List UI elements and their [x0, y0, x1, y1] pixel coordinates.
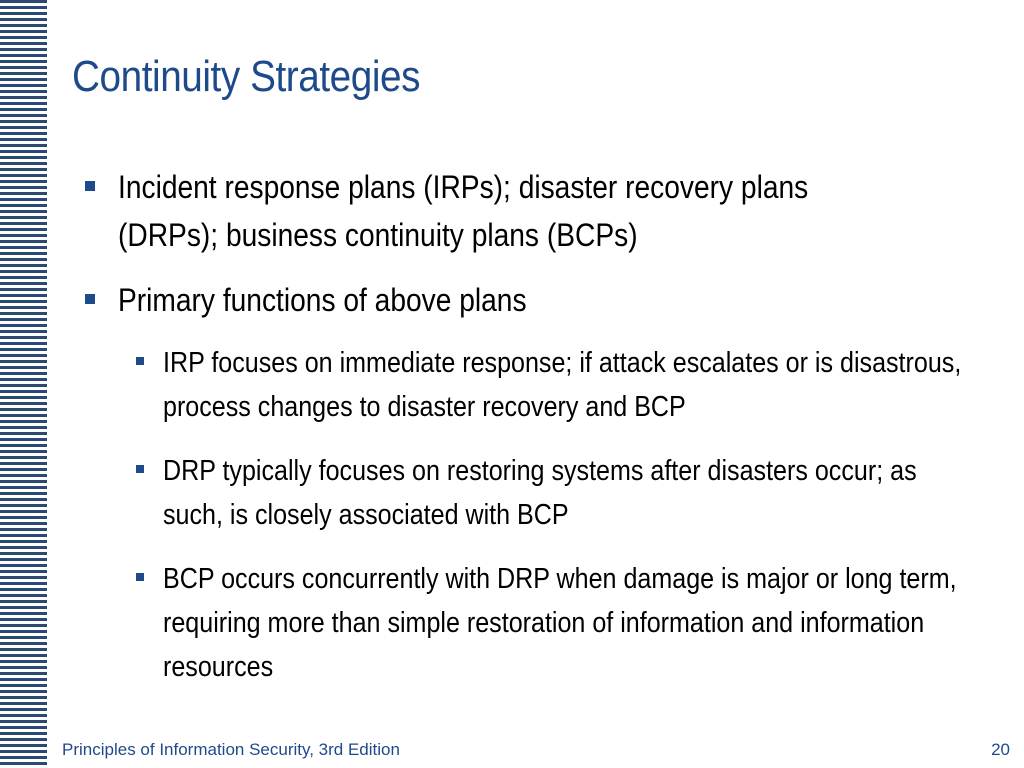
sub-bullet-item	[80, 341, 1000, 429]
sub-bullet-text: BCP occurs concurrently with DRP when damage is major or long term, requiring more than simple restoration of information and information resources	[163, 563, 957, 683]
sub-bullet-text: DRP typically focuses on restoring systems after disasters occur; as such, is closely associated with BCP	[163, 455, 917, 531]
bullet-text: Primary functions of above plans	[118, 282, 527, 318]
square-bullet-icon	[136, 357, 144, 365]
footer-book-title: Principles of Information Security, 3rd Edition	[62, 740, 400, 759]
sub-bullet-text: IRP focuses on immediate response; if attack escalates or is disastrous, process changes to disaster recovery and BCP	[163, 347, 962, 423]
page-number: 20	[991, 740, 1010, 759]
square-bullet-icon	[85, 181, 95, 191]
sub-bullet-item	[80, 557, 1000, 689]
sub-bullet-item	[80, 449, 1000, 537]
square-bullet-icon	[136, 465, 144, 473]
slide-title: Continuity Strategies	[72, 52, 421, 101]
square-bullet-icon	[85, 294, 95, 304]
bullet-item	[80, 163, 1000, 259]
bullet-item	[80, 276, 1000, 324]
square-bullet-icon	[136, 573, 144, 581]
bullet-list	[80, 163, 1000, 709]
stripe-edge	[47, 0, 50, 768]
decorative-side-stripe	[0, 0, 47, 768]
bullet-text: Incident response plans (IRPs); disaster recovery plans (DRPs); business continuity plans (BCPs)	[118, 169, 809, 253]
